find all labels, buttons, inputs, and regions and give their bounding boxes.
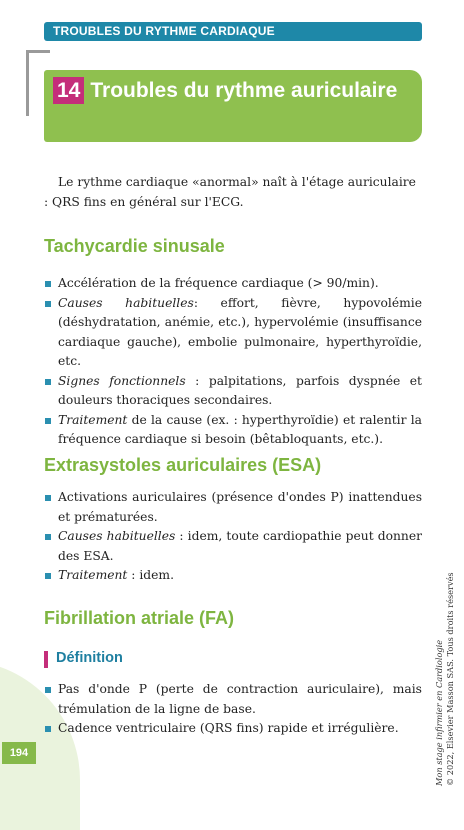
intro-paragraph: Le rythme cardiaque «anormal» naît à l'étage auriculaire : QRS fins en général sur l'ECG. (44, 175, 416, 209)
chapter-title: Troubles du rythme auriculaire (90, 79, 398, 102)
section-heading-esa: Extrasystoles auriculaires (ESA) (44, 455, 322, 475)
copyright-note: © 2022, Elsevier Masson SAS. Tous droits réservés (445, 572, 455, 786)
list-item: Accélération de la fréquence cardiaque (> 90/min). (44, 274, 422, 294)
list-item: Activations auriculaires (présence d'ondes P) inattendues et prématurées. (44, 488, 422, 527)
list-item-key: Causes habituelles (58, 529, 176, 543)
list-item: Cadence ventriculaire (QRS fins) rapide et irrégulière. (44, 719, 422, 739)
list-item: Signes fonctionnels : palpitations, parfois dyspnée et douleurs thoraciques secondaires. (44, 372, 422, 411)
chapter-title-box (44, 70, 422, 142)
list-item: Traitement : idem. (44, 566, 422, 586)
section-heading-tachycardie: Tachycardie sinusale (44, 236, 225, 256)
subheading-definition: Définition (44, 650, 123, 666)
list-fa (44, 680, 422, 739)
list-item-key: Causes habituelles (58, 295, 194, 310)
list-item: Causes habituelles: effort, fièvre, hypovolémie (déshydratation, anémie, etc.), hypervolémie (insuffisance cardiaque gauche), embolie pulmonaire, hyperthyroïdie, etc. (44, 294, 422, 372)
list-item-key: Traitement (58, 568, 128, 582)
subheading-bar-decoration (44, 651, 48, 668)
list-item-key: Signes fonctionnels (58, 373, 186, 388)
chapter-number: 14 (53, 77, 84, 104)
title-bracket-decoration (26, 50, 29, 116)
section-banner: TROUBLES DU RYTHME CARDIAQUE (44, 22, 422, 41)
list-item-key: Traitement (58, 412, 128, 427)
list-item: Causes habituelles : idem, toute cardiopathie peut donner des ESA. (44, 527, 422, 566)
list-tachycardie (44, 274, 422, 450)
copyright-side-note (434, 572, 456, 786)
book-title-note: Mon stage infirmier en Cardiologie (434, 639, 444, 786)
section-heading-fa: Fibrillation atriale (FA) (44, 608, 235, 628)
page-number: 194 (2, 742, 36, 764)
title-bracket-decoration (26, 50, 50, 53)
list-item: Traitement de la cause (ex. : hyperthyroïdie) et ralentir la fréquence cardiaque si besoin (bêtabloquants, etc.). (44, 411, 422, 450)
list-item: Pas d'onde P (perte de contraction auriculaire), mais trémulation de la ligne de base. (44, 680, 422, 719)
list-esa (44, 488, 422, 586)
